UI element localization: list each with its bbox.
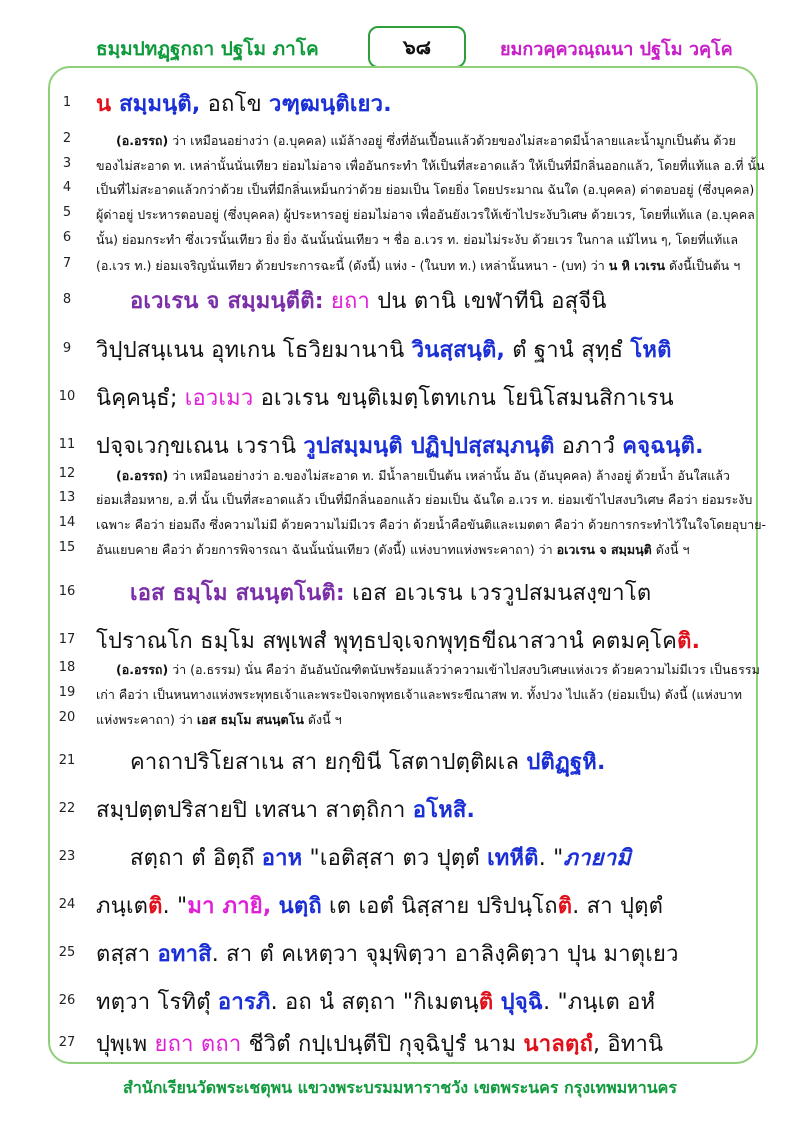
- pali-term: อเวเรน จ สมฺมนฺติ: [556, 542, 652, 557]
- text-line-20: [96, 710, 342, 730]
- text-line-2: [96, 131, 736, 151]
- line-number: 11: [58, 437, 76, 452]
- translation-text: เป็นที่ไม่สะอาดแล้วกว่าด้วย เป็นที่มีกลิ่นเหม็นกว่าด้วย ย่อมเป็น โดยยิ่ง โดยประมาณ ฉันใด (อ.บุคคล) ด่าตอบอยู่ (ซึ่งบุคคล): [96, 182, 755, 197]
- line-number: 5: [62, 205, 72, 220]
- word: . สา ปุตฺตํ: [572, 894, 664, 919]
- verb: เทหีติ: [487, 846, 539, 871]
- text-line-19: [96, 685, 742, 705]
- line-number: 3: [62, 156, 72, 171]
- word: อภาวํ: [554, 434, 623, 459]
- line-number: 21: [58, 753, 76, 768]
- line-number: 10: [58, 389, 76, 404]
- word: . สา ตํ คเหตฺวา จุมฺพิตฺวา อาลิงฺคิตฺวา ปุน มาตุเยว: [211, 942, 679, 967]
- verb: อทาสิ: [157, 942, 212, 967]
- translation-text: เฉพาะ คือว่า ย่อมถึง ซึ่งความไม่มี ด้วยความไม่มีเวร คือว่า ด้วยน้ำคือขันติและเมตตา คือว่า ด้วยการกระทำไว้ในใจโดยอุบาย-: [96, 517, 767, 532]
- text-line-8: [96, 283, 607, 318]
- word: . "ภนฺเต อหํ: [543, 990, 656, 1015]
- text-line-27: [96, 1026, 663, 1061]
- word: เอส อเวเรน เวรวูปสมนสงฺขาโต: [344, 581, 652, 606]
- text-line-17: [96, 623, 700, 658]
- text-line-25: [96, 936, 679, 971]
- line-number: 6: [62, 230, 72, 245]
- verb: อาห: [261, 846, 303, 871]
- translation-text: แห่งพระคาถา) ว่า: [96, 712, 197, 727]
- text-line-14: [96, 515, 766, 535]
- word: อเวเรน ขนฺติเมตฺโตทเกน โยนิโสมนสิกาเรน: [253, 386, 674, 411]
- line-number: 2: [62, 131, 72, 146]
- header-right-title: ยมกวคฺควณฺณนา ปฐโม วคฺโค: [500, 39, 733, 60]
- line-number: 17: [58, 632, 76, 647]
- text-line-23: [96, 840, 631, 875]
- text-line-9: [96, 332, 672, 367]
- word: . อถ นํ สตฺถา "กิเมตนฺ: [270, 990, 479, 1015]
- word: ปน ตานิ เขฬาทีนิ อสุจีนิ: [370, 289, 607, 314]
- verb: ปติฏฺฐหิ.: [526, 750, 606, 775]
- word: . ": [538, 846, 564, 871]
- text-line-16: [96, 575, 651, 610]
- meaning-label: (อ.อรรถ): [116, 662, 169, 677]
- pali-term: เอส ธมฺโม สนนฺตโน: [196, 712, 304, 727]
- verb: นตฺถิ: [278, 894, 322, 919]
- text-line-3: [96, 156, 765, 176]
- word: , อิทานิ: [592, 1032, 664, 1057]
- line-number: 4: [62, 180, 72, 195]
- word: เต เอตํ นิสฺสาย ปริปนฺโถ: [321, 894, 558, 919]
- word-na: น: [96, 92, 112, 117]
- line-number: 22: [58, 801, 76, 816]
- word: อถโข: [200, 92, 270, 117]
- page-number: ๖๘: [402, 35, 432, 59]
- text-line-13: [96, 490, 752, 510]
- word: ทตฺวา โรทิตุํ: [96, 990, 218, 1015]
- word: สตฺถา ตํ อิตฺถึ: [130, 846, 262, 871]
- word: ภนฺเต: [96, 894, 149, 919]
- word: ติ: [557, 894, 573, 919]
- word: [493, 990, 500, 1015]
- translation-text: อันแยบคาย คือว่า ด้วยการพิจารณา ฉันนั้นนั่นเทียว (ดังนี้) แห่งบาทแห่งพระคาถา) ว่า: [96, 542, 557, 557]
- text-line-21: [96, 744, 606, 779]
- line-number: 12: [58, 466, 76, 481]
- text-line-24: [96, 888, 663, 923]
- text-line-5: [96, 205, 755, 225]
- translation-text: ของไม่สะอาด ท. เหล่านั้นนั่นเทียว ย่อมไม่อาจ เพื่ออันกระทำ ให้เป็นที่สะอาดแล้ว ให้เป็นที่มีกลิ่นออกแล้ว, โดยที่แท้แล อ.ที่ นั้น: [96, 158, 765, 173]
- word: [271, 894, 278, 919]
- word: โปราณโก ธมฺโม สพฺเพสํ พุทฺธปจฺเจกพุทฺธขีณาสวานํ คตมคฺโค: [96, 629, 678, 654]
- line-number: 25: [58, 945, 76, 960]
- meaning-label: (อ.อรรถ): [116, 468, 169, 483]
- translation-text: นั้น) ย่อมกระทำ ซึ่งเวรนั้นเทียว ยิ่ง ยิ่ง ฉันนั้นนั่นเทียว ฯ ชื่อ อ.เวร ท. ย่อมไม่ระงับ ด้วยเวร ในกาล แม้ไหน ๆ, โดยที่แท้แล: [96, 232, 738, 247]
- line-number: 9: [62, 341, 72, 356]
- translation-text: ดังนี้ ฯ: [303, 712, 342, 727]
- word: เอวเมว: [184, 386, 254, 411]
- translation-text: ว่า เหมือนอย่างว่า (อ.บุคคล) แม้ล้างอยู่ ซึ่งที่อันเปื้อนแล้วด้วยของไม่สะอาดมีน้ำลายและน้ำมูกเป็นต้น ด้วย: [168, 133, 736, 148]
- text-line-15: [96, 540, 690, 560]
- word: ปจฺจเวกฺขเณน เวรานิ: [96, 434, 304, 459]
- word: ตสฺสา: [96, 942, 158, 967]
- line-number: 26: [58, 993, 76, 1008]
- word: คาถาปริโยสาเน สา ยกฺขินี โสตาปตฺติผเล: [130, 750, 527, 775]
- line-number: 23: [58, 849, 76, 864]
- translation-text: ว่า เหมือนอย่างว่า อ.ของไม่สะอาด ท. มีน้ำลายเป็นต้น เหล่านั้น อัน (อันบุคคล) ล้างอยู่ ด้วยน้ำ อันใสแล้ว: [168, 468, 730, 483]
- line-number: 15: [58, 540, 76, 555]
- word: วฑฺฒนฺติเยว.: [269, 92, 392, 117]
- header-left-title: ธมฺมปทฏฺฐกถา ปฐโม ภาโค: [96, 38, 319, 60]
- line-number: 1: [62, 95, 72, 110]
- word: ติ.: [677, 629, 701, 654]
- translation-text: ว่า (อ.ธรรม) นั่น คือว่า อันอันบัณฑิตนับพร้อมแล้วว่าความเข้าไปสงบวิเศษแห่งเวร ด้วยความไม่มีเวร เป็นธรรม: [168, 662, 760, 677]
- text-line-6: [96, 230, 738, 250]
- word: มา ภายิ,: [187, 894, 272, 919]
- line-number: 14: [58, 515, 76, 530]
- line-number: 20: [58, 710, 76, 725]
- translation-text: ย่อมเสื่อมหาย, อ.ที่ นั้น เป็นที่สะอาดแล้ว เป็นที่มีกลิ่นออกแล้ว ย่อมเป็น ฉันใด อ.เวร ท. ย่อมเข้าไปสงบวิเศษ คือว่า ย่อมระงับ: [96, 492, 753, 507]
- verse-quote: อเวเรน จ สมฺมนฺตีติ:: [130, 289, 324, 314]
- verb: คจฺฉนฺติ.: [622, 434, 704, 459]
- word: สมฺปตฺตปริสายปิ เทสนา สาตฺถิกา: [96, 798, 413, 823]
- word: ตํ ฐานํ สุทฺธํ: [505, 338, 631, 363]
- word: วิปฺปสนฺเนน อุทเกน โธวิยมานานิ: [96, 338, 412, 363]
- text-line-11: [96, 428, 704, 463]
- line-number: 19: [58, 685, 76, 700]
- text-line-1: [96, 86, 392, 121]
- word: สมฺมนฺติ,: [111, 92, 201, 117]
- word: ยถา: [323, 289, 371, 314]
- word: ติ: [148, 894, 163, 919]
- word: "เอติสฺสา ตว ปุตฺตํ: [302, 846, 488, 871]
- verb: วูปสมฺมนฺติ ปฏิปฺปสฺสมฺภนฺติ: [303, 434, 555, 459]
- line-number: 16: [58, 584, 76, 599]
- line-number: 13: [58, 490, 76, 505]
- text-line-4: [96, 180, 754, 200]
- line-number: 27: [58, 1035, 76, 1050]
- verb: โหติ: [630, 338, 672, 363]
- line-number: 8: [62, 292, 72, 307]
- meaning-label: (อ.อรรถ): [116, 133, 169, 148]
- word: ยถา ตถา: [154, 1032, 242, 1057]
- text-line-22: [96, 792, 475, 827]
- text-line-18: [96, 660, 760, 680]
- verb: ปุจฺฉิ: [500, 990, 544, 1015]
- footer: สำนักเรียนวัดพระเชตุพน แขวงพระบรมมหาราชวัง เขตพระนคร กรุงเทพมหานคร: [123, 1078, 677, 1097]
- translation-text: ดังนี้เป็นต้น ฯ: [665, 258, 741, 273]
- translation-text: เก่า คือว่า เป็นหนทางแห่งพระพุทธเจ้าและพระปัจเจกพุทธเจ้าและพระขีณาสพ ท. ทั้งปวง ไปแล้ว (ย่อมเป็น) ดังนี้ (แห่งบาท: [96, 687, 743, 702]
- text-line-12: [96, 466, 730, 486]
- word: . ": [162, 894, 188, 919]
- word: นาลตฺถํ: [523, 1032, 593, 1057]
- verb: วินสฺสนฺติ,: [411, 338, 506, 363]
- verb: อารภิ: [217, 990, 271, 1015]
- verb: อโหสิ.: [412, 798, 476, 823]
- verse-quote: เอส ธมฺโม สนนฺตโนติ:: [130, 581, 345, 606]
- word: ชีวิตํ กปฺเปนฺตีปิ กุจฺฉิปูรํ นาม: [241, 1032, 524, 1057]
- word: ติ: [478, 990, 494, 1015]
- verb: ภายามิ: [563, 846, 632, 871]
- pali-term: น หิ เวเรน: [608, 258, 666, 273]
- text-line-10: [96, 380, 674, 415]
- translation-text: ผู้ด่าอยู่ ประหารตอบอยู่ (ซึ่งบุคคล) ผู้ประหารอยู่ ย่อมไม่อาจ เพื่ออันยังเวรให้เข้าไประงับวิเศษ ด้วยเวร, โดยที่แท้แล (อ.บุคคล: [96, 207, 755, 222]
- word: นิคฺคนฺธํ;: [96, 386, 185, 411]
- word: ปุพฺเพ: [96, 1032, 155, 1057]
- line-number: 18: [58, 660, 76, 675]
- text-line-26: [96, 984, 655, 1019]
- line-number: 7: [62, 256, 72, 271]
- translation-text: ดังนี้ ฯ: [651, 542, 690, 557]
- translation-text: (อ.เวร ท.) ย่อมเจริญนั่นเทียว ด้วยประการฉะนี้ (ดังนี้) แห่ง - (ในบท ท.) เหล่านั้นหนา - (บท) ว่า: [96, 258, 609, 273]
- page-number-box: [368, 26, 466, 68]
- text-line-7: [96, 256, 740, 276]
- line-number: 24: [58, 897, 76, 912]
